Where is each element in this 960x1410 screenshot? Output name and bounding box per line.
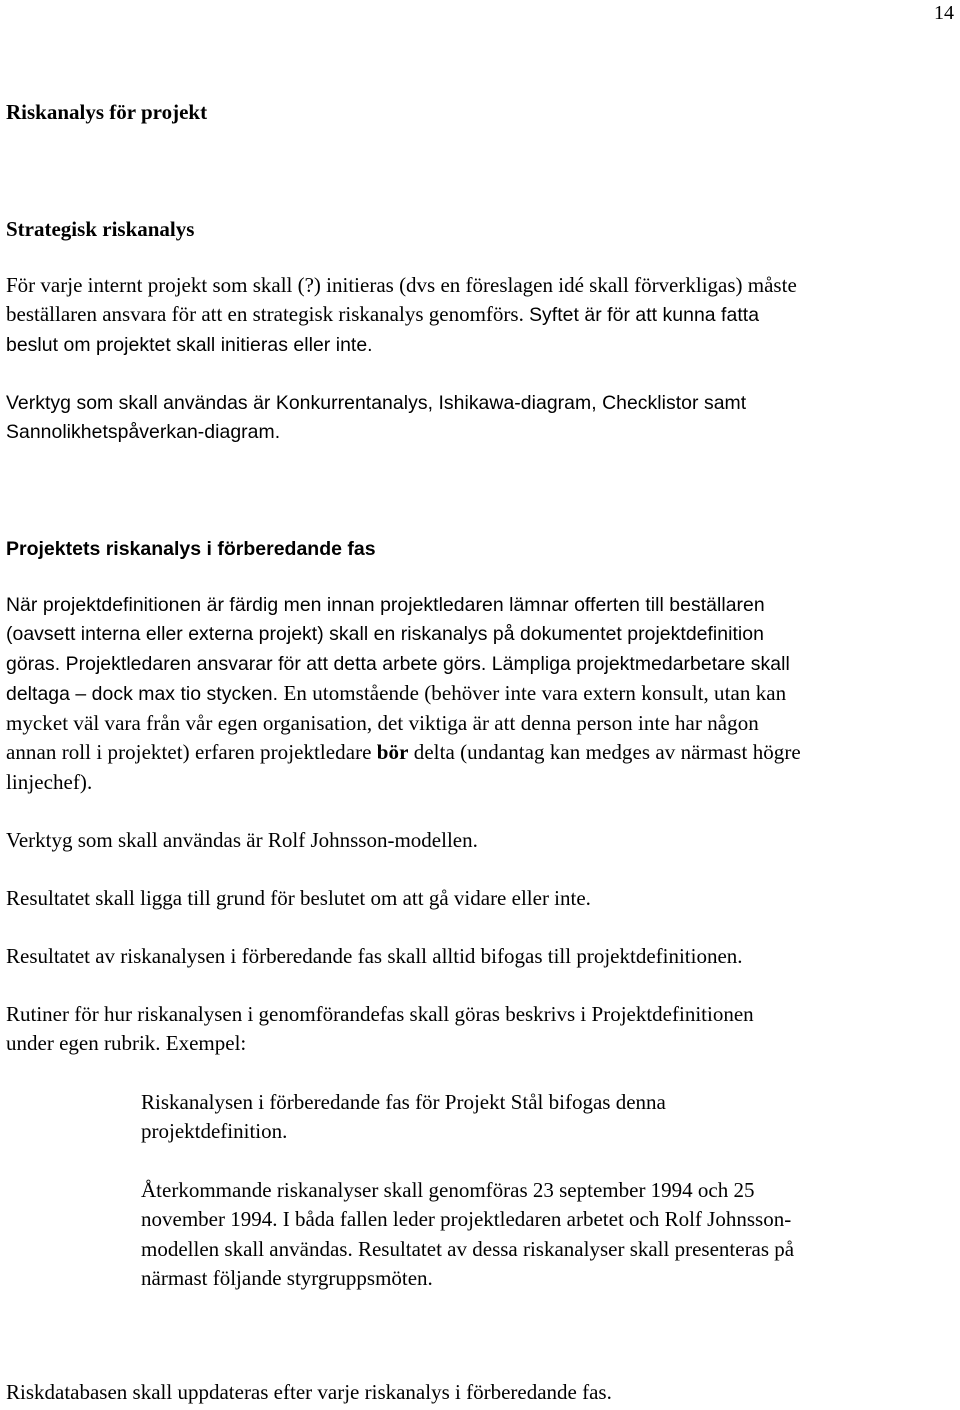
example-2: [141, 1176, 941, 1293]
paragraph-routines: [6, 1000, 956, 1059]
example-2-line-2: november 1994. I båda fallen leder projektledaren arbetet och Rolf Johnsson-: [141, 1207, 792, 1232]
purpose-text-b: beslut om projektet skall initieras eller inte.: [6, 333, 373, 356]
paragraph-final-note: Riskdatabasen skall uppdateras efter varje riskanalys i förberedande fas.: [6, 1380, 612, 1404]
preparatory-line-1: När projektdefinitionen är färdig men innan projektledaren lämnar offerten till beställaren: [6, 594, 765, 616]
purpose-text-a: Syftet är för att kunna fatta: [529, 304, 760, 327]
preparatory-line-4a: deltaga – dock max tio stycken.: [6, 682, 279, 705]
example-2-line-1: Återkommande riskanalyser skall genomföras 23 september 1994 och 25: [141, 1178, 755, 1202]
section-heading-strategic: Strategisk riskanalys: [6, 217, 195, 241]
routines-line-2: under egen rubrik. Exempel:: [6, 1031, 247, 1056]
example-2-line-4: närmast följande styrgruppsmöten.: [141, 1265, 433, 1290]
paragraph-decision-basis: Resultatet skall ligga till grund för beslutet om att gå vidare eller inte.: [6, 886, 591, 910]
paragraph-strategic-intro: För varje internt projekt som skall (?) initieras (dvs en föreslagen idé skall förverkligas) måste beställaren ansvara för att en strategisk riskanalys genomförs. Syftet är för att kunna fatta beslut om projektet skall initieras eller inte.: [6, 271, 956, 360]
preparatory-line-3: göras. Projektledaren ansvarar för att detta arbete görs. Lämpliga projektmedarbetare skall: [6, 652, 790, 675]
tools-strategic-line-1: Verktyg som skall användas är Konkurrentanalys, Ishikawa-diagram, Checklistor samt: [6, 392, 747, 414]
preparatory-line-6b: delta (undantag kan medges av närmast högre: [413, 740, 801, 765]
preparatory-line-6a: annan roll i projektet) erfaren projektledare: [6, 740, 372, 765]
example-1: [141, 1088, 941, 1147]
paragraph-tools-strategic: [6, 389, 956, 448]
paragraph-tools-preparatory: Verktyg som skall användas är Rolf Johnsson-modellen.: [6, 828, 478, 852]
example-1-line-1: Riskanalysen i förberedande fas för Projekt Stål bifogas denna: [141, 1090, 666, 1114]
tools-strategic-line-2: Sannolikhetspåverkan-diagram.: [6, 421, 281, 444]
preparatory-line-7: linjechef).: [6, 769, 93, 794]
paragraph-preparatory-phase: [6, 591, 956, 797]
preparatory-line-2: (oavsett interna eller externa projekt) skall en riskanalys på dokumentet projektdefinition: [6, 623, 764, 646]
example-2-line-3: modellen skall användas. Resultatet av dessa riskanalyser skall presenteras på: [141, 1236, 795, 1261]
example-1-line-2: projektdefinition.: [141, 1119, 288, 1144]
page-title: Riskanalys för projekt: [6, 100, 208, 124]
page-number: 14: [934, 2, 954, 24]
preparatory-line-5: mycket väl vara från vår egen organisation, det viktiga är att denna person inte har någon: [6, 711, 759, 736]
routines-line-1: Rutiner för hur riskanalysen i genomförandefas skall göras beskrivs i Projektdefinitionen: [6, 1002, 754, 1026]
emphasis-bor: bör: [376, 740, 409, 765]
section-heading-preparatory: Projektets riskanalys i förberedande fas: [6, 538, 376, 560]
preparatory-line-4b: En utomstående (behöver inte vara extern konsult, utan kan: [283, 680, 787, 705]
paragraph-attach-result: Resultatet av riskanalysen i förberedande fas skall alltid bifogas till projektdefinitionen.: [6, 944, 743, 968]
